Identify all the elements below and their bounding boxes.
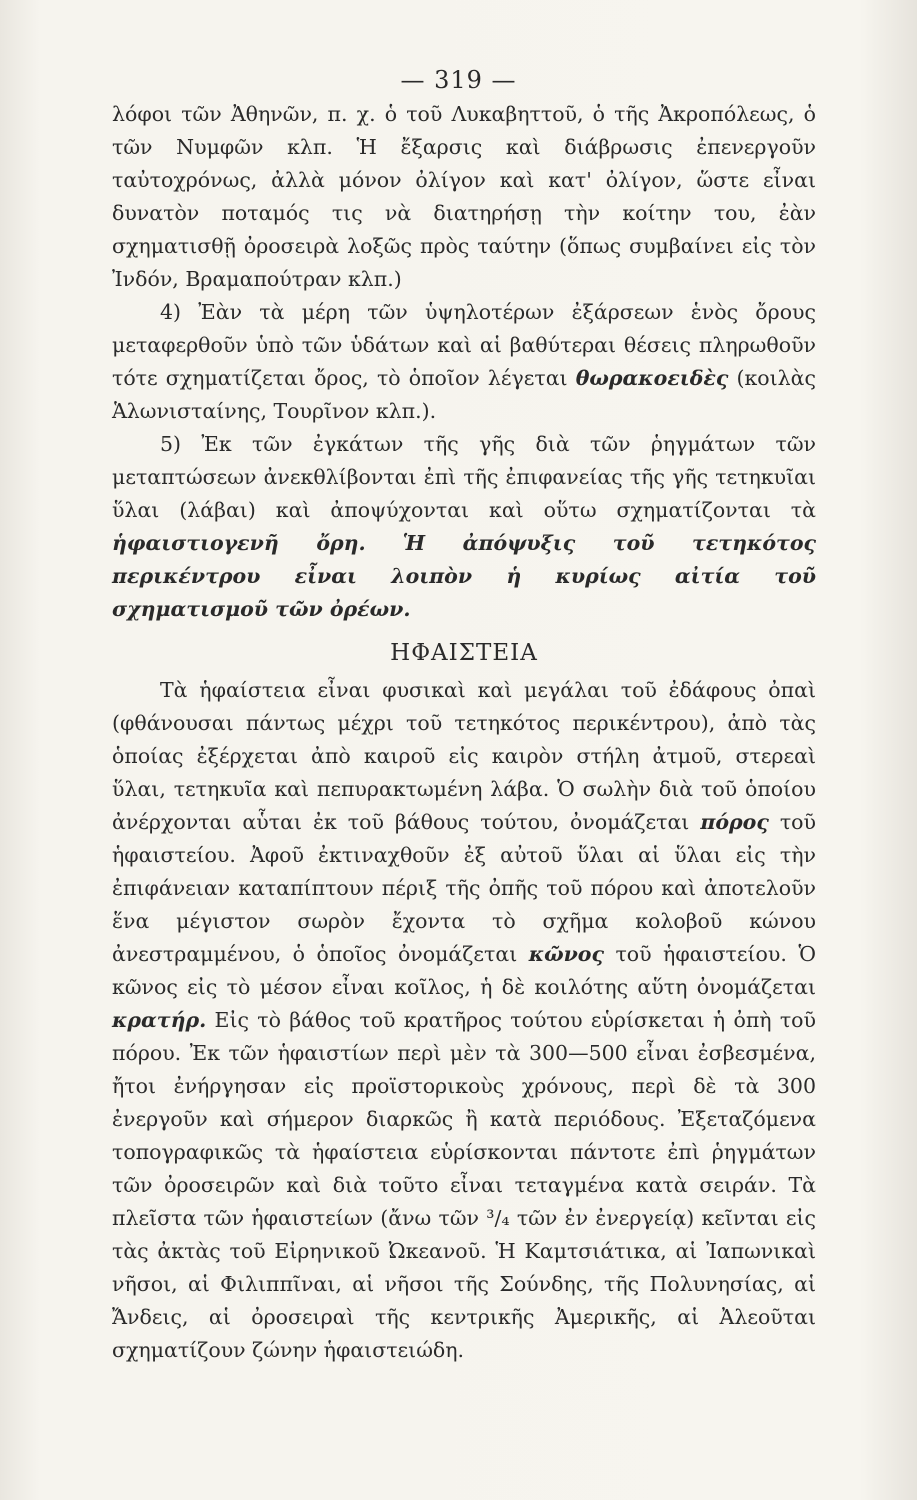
volcano-text-4: Εἰς τὸ βάθος τοῦ κρατῆρος τούτου εὑρίσκεται ἡ ὀπὴ τοῦ πόρου. Ἐκ τῶν ἡφαιστίων περὶ μὲν τὰ 300—500 εἶναι ἐσβεσμένα, ἤτοι ἐνήργησαν εἰς προϊστορικοὺς χρόνους, περὶ δὲ τὰ 300 ἐνεργοῦν καὶ σήμερον διαρκῶς ἢ κατὰ περιόδους. Ἐξεταζόμενα τοπογραφικῶς τὰ ἡφαίστεια εὑρίσκονται πάντοτε ἐπὶ ῥηγμάτων τῶν ὀροσειρῶν καὶ διὰ τοῦτο εἶναι τεταγμένα κατὰ σειράν. Τὰ πλεῖστα τῶν ἡφαιστείων (ἄνω τῶν ³/₄ τῶν ἐν ἐνεργείᾳ) κεῖνται εἰς τὰς ἀκτὰς τοῦ Εἰρηνικοῦ Ὠκεανοῦ. Ἡ Καμτσιάτικα, αἱ Ἰαπωνικαὶ νῆσοι, αἱ Φιλιππῖναι, αἱ νῆσοι τῆς Σούνδης, τῆς Πολυνησίας, αἱ Ἄνδεις, αἱ ὀροσειραὶ τῆς κεντρικῆς Ἀμερικῆς, αἱ Ἀλεοῦται σχηματίζουν ζώνην ἡφαιστειώδη. (112, 1008, 816, 1362)
page-number: — 319 — (400, 66, 517, 94)
term-hfaistiogeni: ἡφαιστιογενῆ ὄρη. (112, 531, 366, 555)
term-thorakoeides: θωρακοειδὲς (575, 366, 729, 390)
volcano-text-3: τοῦ ἡφαιστείου. Ὁ κῶνος εἰς τὸ μέσον εἶναι κοῖλος, ἡ δὲ κοιλότης αὕτη ὀνομάζεται (112, 942, 816, 999)
volcano-text-1: Τὰ ἡφαίστεια εἶναι φυσικαὶ καὶ μεγάλαι τοῦ ἐδάφους ὀπαὶ (φθάνουσαι πάντως μέχρι τοῦ τετηκότος περικέντρου), ἀπὸ τὰς ὁποίας ἐξέρχεται ἀπὸ καιροῦ εἰς καιρὸν στήλη ἀτμοῦ, στερεαὶ ὕλαι, τετηκυῖα καὶ πεπυρακτωμένη λάβα. Ὁ σωλὴν διὰ τοῦ ὁποίου ἀνέρχονται αὗται ἐκ τοῦ βάθους τούτου, ὀνομάζεται (112, 678, 816, 834)
paragraph-5-text: 5) Ἐκ τῶν ἐγκάτων τῆς γῆς διὰ τῶν ῥηγμάτων τῶν μεταπτώσεων ἀνεκθλίβονται ἐπὶ τῆς ἐπιφανείας τῆς γῆς τετηκυῖαι ὕλαι (λάβαι) καὶ ἀποψύχονται καὶ οὕτω σχηματίζονται τὰ (112, 432, 816, 522)
section-heading: ΗΦΑΙΣΤΕΙΑ (390, 640, 538, 666)
paragraph-4 (112, 296, 816, 428)
page-body (112, 98, 816, 1367)
paragraph-4-tail: (κοιλὰς Ἁλωνισταίνης, Τουρῖνον κλπ.). (112, 366, 816, 423)
term-konos: κῶνος (528, 942, 604, 966)
volcano-text-2: τοῦ ἡφαιστείου. Ἀφοῦ ἐκτιναχθοῦν ἐξ αὐτοῦ ὕλαι αἱ ὕλαι εἰς τὴν ἐπιφάνειαν καταπίπτουν πέριξ τῆς ὀπῆς τοῦ πόρου καὶ ἀποτελοῦν ἕνα μέγιστον σωρὸν ἔχοντα τὸ σχῆμα κολοβοῦ κώνου ἀνεστραμμένου, ὁ ὁποῖος ὀνομάζεται (112, 810, 816, 966)
term-poros: πόρος (700, 810, 769, 834)
conclusion-sentence: Ἡ ἀπόψυξις τοῦ τετηκότος περικέντρου εἶναι λοιπὸν ἡ κυρίως αἰτία τοῦ σχηματισμοῦ τῶν ὀρέων. (112, 531, 816, 621)
paragraph-4-text: 4) Ἐὰν τὰ μέρη τῶν ὑψηλοτέρων ἐξάρσεων ἑνὸς ὄρους μεταφερθοῦν ὑπὸ τῶν ὑδάτων καὶ αἱ βαθύτεραι θέσεις πληρωθοῦν τότε σχηματίζεται ὄρος, τὸ ὁποῖον λέγεται (112, 300, 816, 390)
term-krater: κρατήρ. (112, 1008, 207, 1032)
paragraph-5 (112, 428, 816, 626)
paragraph-volcanoes (112, 674, 816, 1367)
paragraph-hills: λόφοι τῶν Ἀθηνῶν, π. χ. ὁ τοῦ Λυκαβηττοῦ, ὁ τῆς Ἀκροπόλεως, ὁ τῶν Νυμφῶν κλπ. Ἡ ἔξαρσις καὶ διάβρωσις ἐπενεργοῦν ταὐτοχρόνως, ἀλλὰ μόνον ὀλίγον καὶ κατ' ὀλίγον, ὥστε εἶναι δυνατὸν ποταμός τις νὰ διατηρήσῃ τὴν κοίτην του, ἐὰν σχηματισθῇ ὀροσειρὰ λοξῶς πρὸς ταύτην (ὅπως συμβαίνει εἰς τὸν Ἰνδόν, Βραμαπούτραν κλπ.) (112, 102, 816, 291)
